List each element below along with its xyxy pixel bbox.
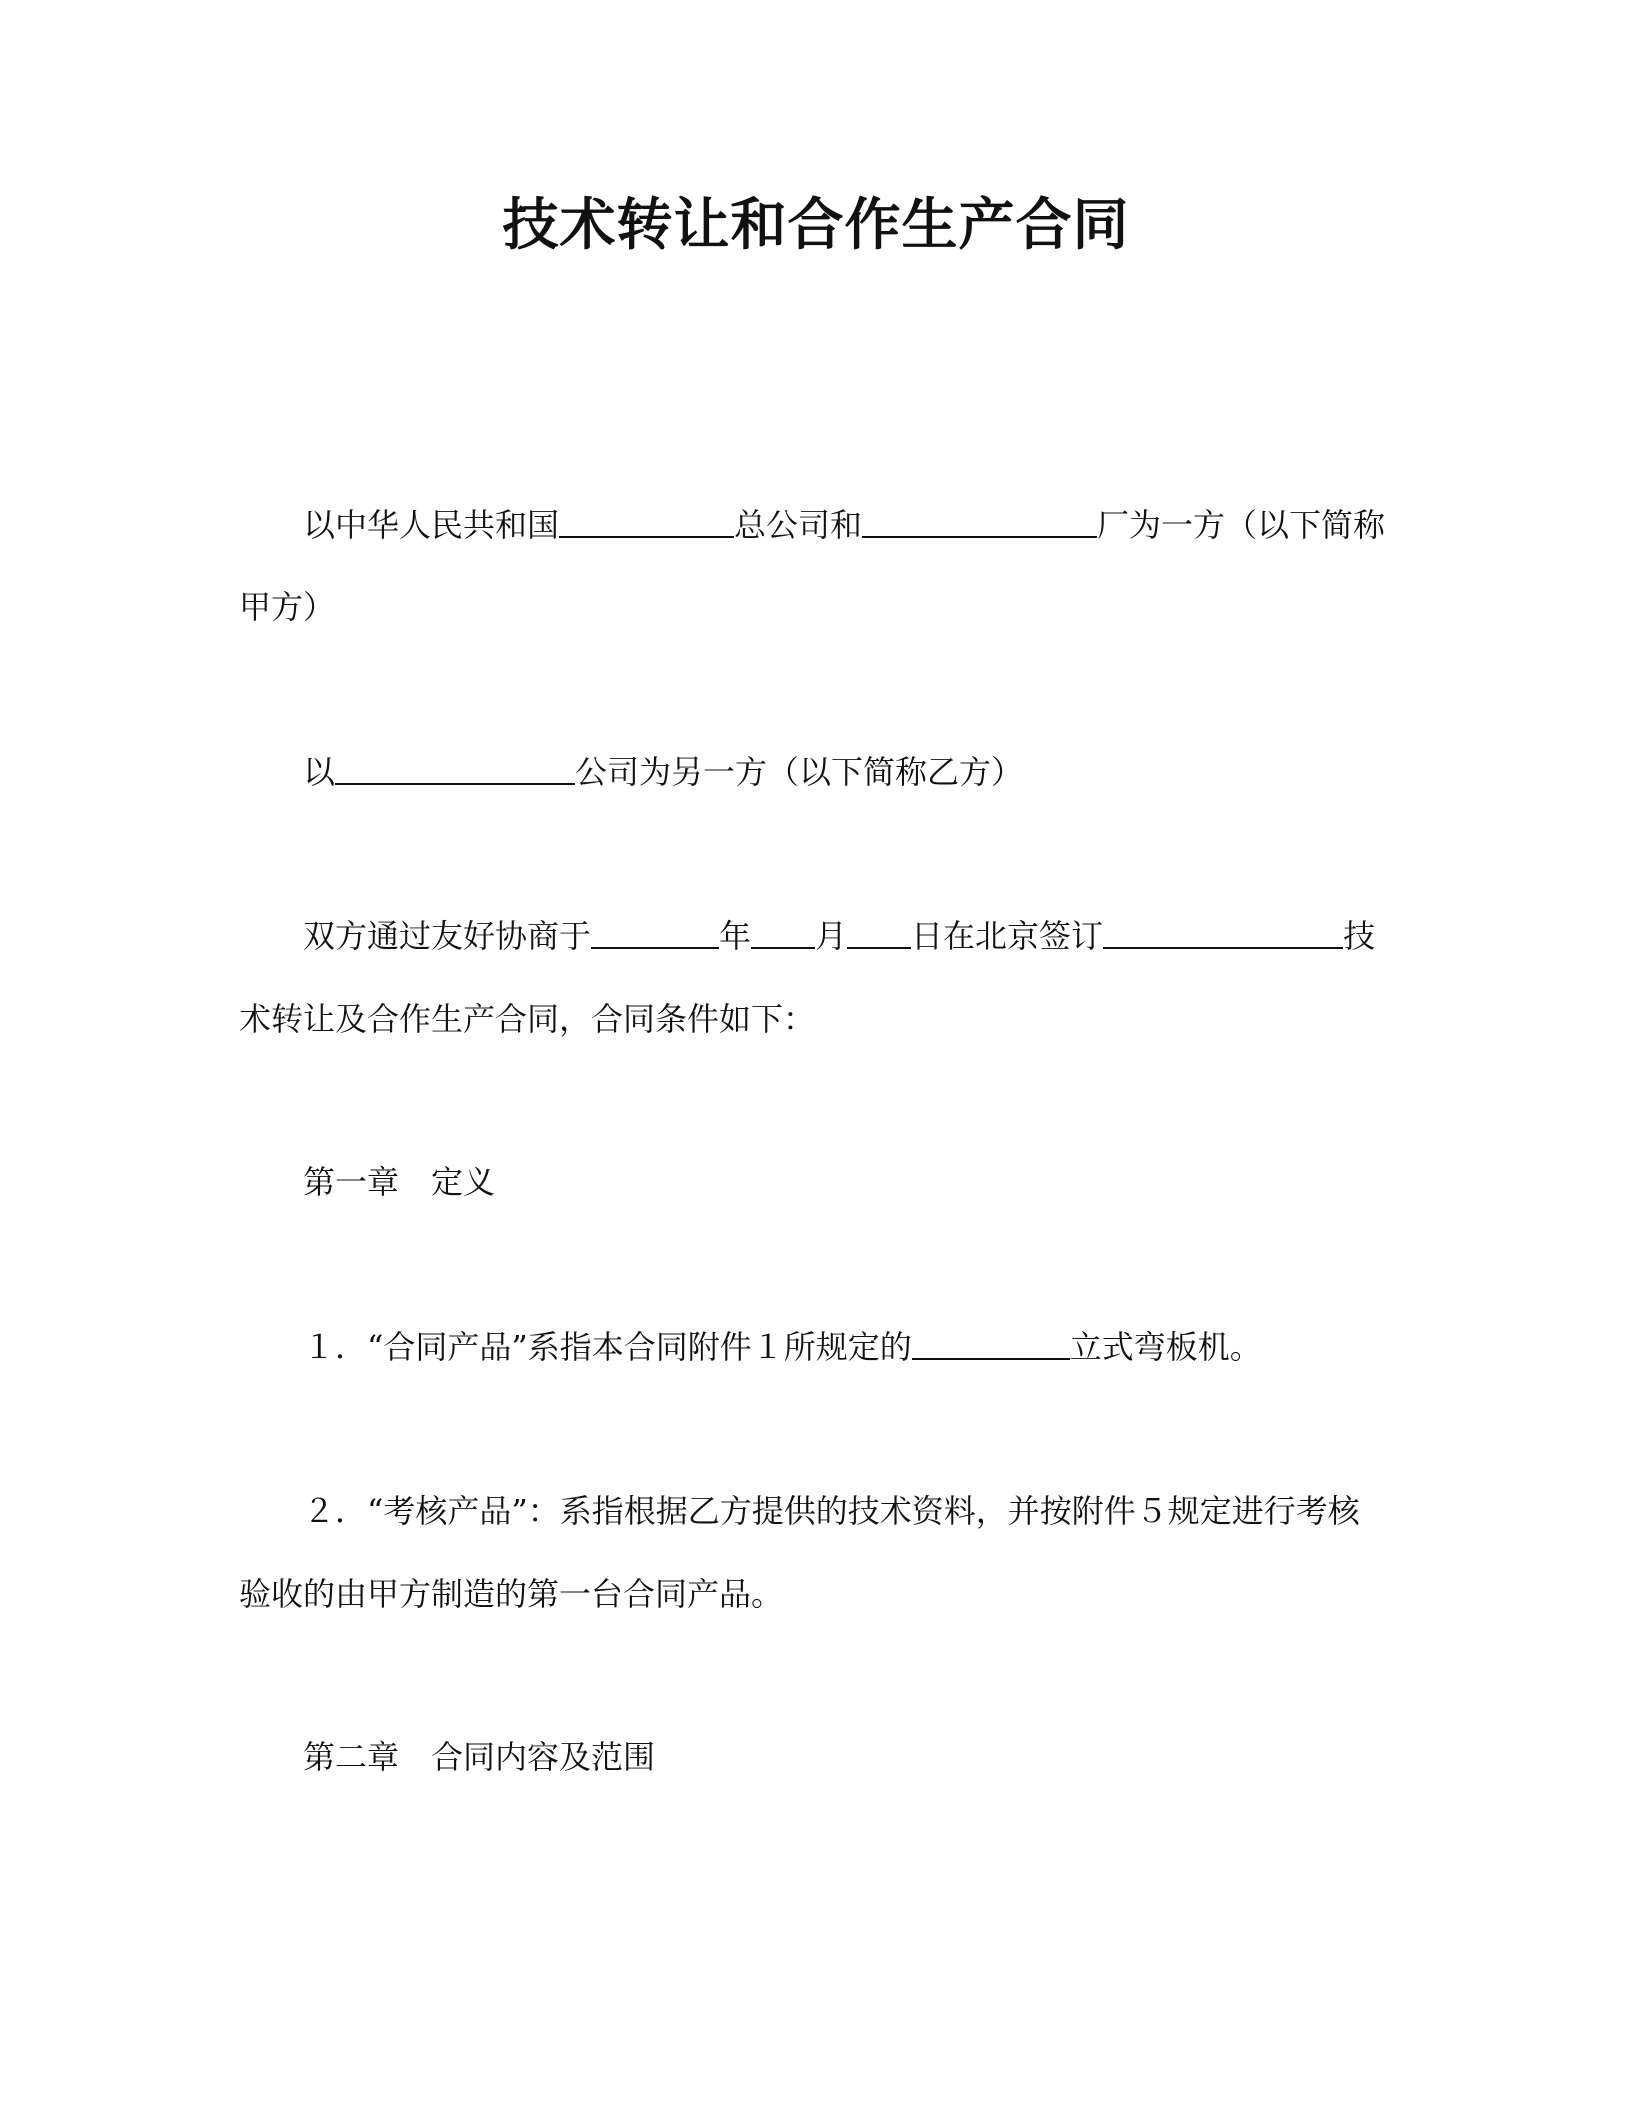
chapter-2-heading: 第二章 合同内容及范围 — [303, 1738, 656, 1776]
chapter-1-heading: 第一章 定义 — [303, 1163, 496, 1201]
party-a-text-3: 厂为一方（以下简称 — [1097, 506, 1386, 544]
day-blank — [847, 917, 911, 949]
party-b-text-2: 公司为另一方（以下简称乙方） — [575, 753, 1024, 791]
signing-text-3: 技 — [1343, 917, 1376, 955]
signing-text-4: 术转让及合作生产合同，合同条件如下： — [239, 1000, 816, 1038]
contract-subject-blank — [1103, 917, 1343, 949]
definition-item-1 — [303, 1323, 1262, 1371]
signing-text-1: 双方通过友好协商于 — [303, 917, 592, 955]
month-blank — [751, 917, 815, 949]
document-title: 技术转让和合作生产合同 — [502, 193, 1130, 258]
year-blank — [591, 917, 719, 949]
signing-text-month: 月 — [815, 917, 848, 955]
definition-1-text-1: １．“合同产品”系指本合同附件１所规定的 — [303, 1328, 912, 1366]
definition-1-text-2: 立式弯板机。 — [1069, 1328, 1262, 1366]
corporation-name-blank — [559, 506, 734, 538]
party-a-text-4: 甲方） — [239, 588, 336, 626]
signing-text-year: 年 — [719, 917, 752, 955]
definition-item-2: ２．“考核产品”：系指根据乙方提供的技术资料，并按附件５规定进行考核 — [303, 1492, 1360, 1530]
product-model-blank — [912, 1328, 1070, 1360]
factory-name-blank — [862, 506, 1097, 538]
party-b-text-1: 以 — [303, 753, 336, 791]
party-a-line-2 — [239, 583, 335, 631]
company-name-blank — [335, 753, 575, 785]
party-a-text-1: 以中华人民共和国 — [303, 506, 560, 544]
signing-line-2 — [239, 995, 815, 1043]
party-a-line — [303, 501, 1385, 549]
signing-line — [303, 912, 1375, 960]
definition-item-2-cont: 验收的由甲方制造的第一台合同产品。 — [239, 1575, 784, 1613]
party-a-text-2: 总公司和 — [734, 506, 863, 544]
signing-text-2: 日在北京签订 — [911, 917, 1104, 955]
party-b-line — [303, 748, 1023, 796]
